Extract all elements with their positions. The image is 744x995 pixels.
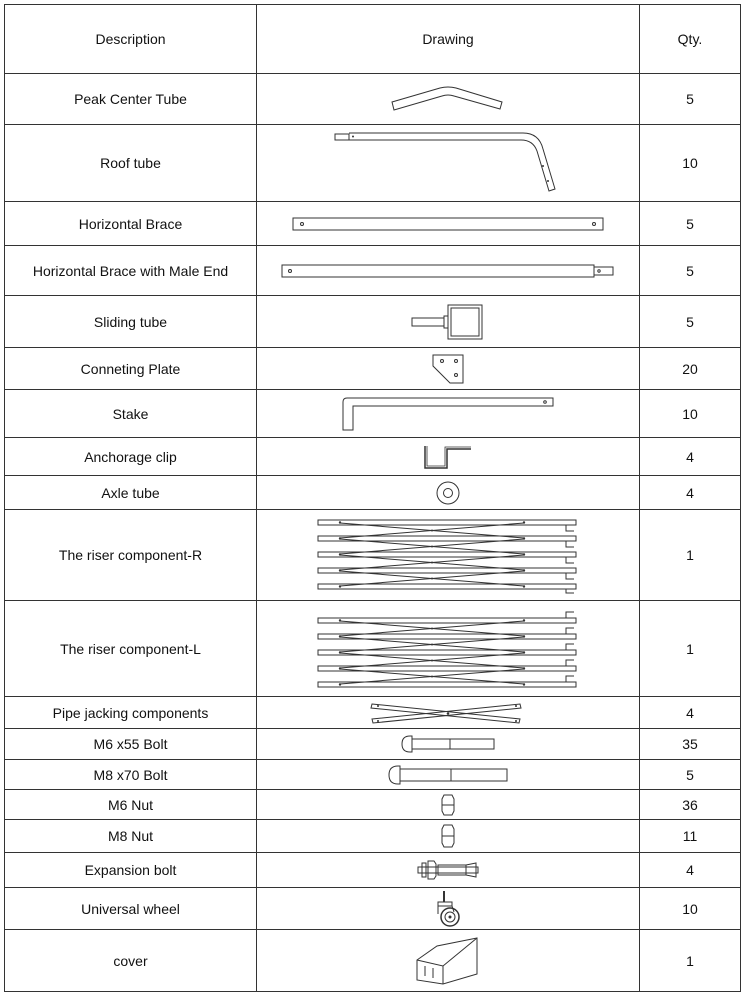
part-description: M8 x70 Bolt bbox=[5, 760, 257, 790]
table-row bbox=[5, 729, 741, 760]
part-qty: 20 bbox=[640, 348, 741, 390]
parts-list-table bbox=[4, 4, 741, 992]
part-qty: 4 bbox=[640, 438, 741, 476]
part-drawing-cell bbox=[257, 246, 640, 296]
part-description: Pipe jacking components bbox=[5, 697, 257, 729]
part-description: Conneting Plate bbox=[5, 348, 257, 390]
part-qty: 10 bbox=[640, 125, 741, 202]
m6-nut-drawing-icon bbox=[441, 794, 455, 816]
part-description: Sliding tube bbox=[5, 296, 257, 348]
part-drawing-cell bbox=[257, 760, 640, 790]
riser-component-r-drawing-icon bbox=[316, 517, 580, 593]
table-row bbox=[5, 296, 741, 348]
part-qty: 5 bbox=[640, 202, 741, 246]
part-drawing-cell bbox=[257, 853, 640, 888]
part-description: Horizontal Brace bbox=[5, 202, 257, 246]
part-drawing-cell bbox=[257, 930, 640, 992]
connecting-plate-drawing-icon bbox=[432, 354, 464, 384]
part-drawing-cell bbox=[257, 390, 640, 438]
roof-tube-drawing-icon bbox=[333, 131, 563, 195]
part-qty: 4 bbox=[640, 853, 741, 888]
table-row bbox=[5, 853, 741, 888]
part-drawing-cell bbox=[257, 125, 640, 202]
part-qty: 5 bbox=[640, 296, 741, 348]
table-row bbox=[5, 820, 741, 853]
table-row bbox=[5, 476, 741, 510]
part-drawing-cell bbox=[257, 888, 640, 930]
part-drawing-cell bbox=[257, 510, 640, 601]
table-row bbox=[5, 601, 741, 697]
table-row bbox=[5, 930, 741, 992]
m6-bolt-drawing-icon bbox=[400, 734, 496, 754]
part-qty: 1 bbox=[640, 930, 741, 992]
part-qty: 4 bbox=[640, 476, 741, 510]
horizontal-brace-male-end-drawing-icon bbox=[281, 263, 615, 279]
cover-drawing-icon bbox=[415, 936, 481, 986]
part-description: Anchorage clip bbox=[5, 438, 257, 476]
axle-tube-drawing-icon bbox=[435, 480, 461, 506]
header-qty: Qty. bbox=[640, 5, 741, 74]
table-row bbox=[5, 246, 741, 296]
part-drawing-cell bbox=[257, 348, 640, 390]
part-description: Universal wheel bbox=[5, 888, 257, 930]
part-qty: 4 bbox=[640, 697, 741, 729]
m8-bolt-drawing-icon bbox=[387, 764, 509, 786]
table-row bbox=[5, 888, 741, 930]
part-description: Peak Center Tube bbox=[5, 74, 257, 125]
table-row bbox=[5, 74, 741, 125]
part-description: Axle tube bbox=[5, 476, 257, 510]
table-row bbox=[5, 510, 741, 601]
expansion-bolt-drawing-icon bbox=[416, 859, 480, 881]
part-description: cover bbox=[5, 930, 257, 992]
header-row bbox=[5, 5, 741, 74]
universal-wheel-drawing-icon bbox=[434, 890, 462, 928]
part-qty: 35 bbox=[640, 729, 741, 760]
part-description: Stake bbox=[5, 390, 257, 438]
part-qty: 36 bbox=[640, 790, 741, 820]
part-qty: 5 bbox=[640, 74, 741, 125]
part-drawing-cell bbox=[257, 790, 640, 820]
part-drawing-cell bbox=[257, 601, 640, 697]
part-description: Horizontal Brace with Male End bbox=[5, 246, 257, 296]
table-row bbox=[5, 438, 741, 476]
riser-component-l-drawing-icon bbox=[316, 609, 580, 689]
stake-drawing-icon bbox=[341, 397, 555, 431]
peak-center-tube-drawing-icon bbox=[388, 82, 508, 116]
m8-nut-drawing-icon bbox=[441, 824, 455, 848]
table-row bbox=[5, 348, 741, 390]
part-description: The riser component-L bbox=[5, 601, 257, 697]
part-drawing-cell bbox=[257, 202, 640, 246]
table-row bbox=[5, 760, 741, 790]
table-row bbox=[5, 697, 741, 729]
part-description: M8 Nut bbox=[5, 820, 257, 853]
part-qty: 5 bbox=[640, 246, 741, 296]
part-drawing-cell bbox=[257, 438, 640, 476]
pipe-jacking-drawing-icon bbox=[370, 702, 526, 724]
part-drawing-cell bbox=[257, 296, 640, 348]
part-description: Roof tube bbox=[5, 125, 257, 202]
part-drawing-cell bbox=[257, 74, 640, 125]
part-description: M6 x55 Bolt bbox=[5, 729, 257, 760]
part-qty: 10 bbox=[640, 888, 741, 930]
part-drawing-cell bbox=[257, 476, 640, 510]
part-qty: 1 bbox=[640, 601, 741, 697]
part-description: The riser component-R bbox=[5, 510, 257, 601]
table-row bbox=[5, 125, 741, 202]
part-drawing-cell bbox=[257, 729, 640, 760]
part-qty: 10 bbox=[640, 390, 741, 438]
horizontal-brace-drawing-icon bbox=[292, 216, 604, 232]
part-qty: 5 bbox=[640, 760, 741, 790]
part-qty: 1 bbox=[640, 510, 741, 601]
part-description: Expansion bolt bbox=[5, 853, 257, 888]
table-row bbox=[5, 790, 741, 820]
header-description: Description bbox=[5, 5, 257, 74]
part-drawing-cell bbox=[257, 820, 640, 853]
table-row bbox=[5, 390, 741, 438]
sliding-tube-drawing-icon bbox=[411, 303, 485, 341]
part-qty: 11 bbox=[640, 820, 741, 853]
part-drawing-cell bbox=[257, 697, 640, 729]
table-row bbox=[5, 202, 741, 246]
part-description: M6 Nut bbox=[5, 790, 257, 820]
header-drawing: Drawing bbox=[257, 5, 640, 74]
anchorage-clip-drawing-icon bbox=[423, 444, 473, 470]
